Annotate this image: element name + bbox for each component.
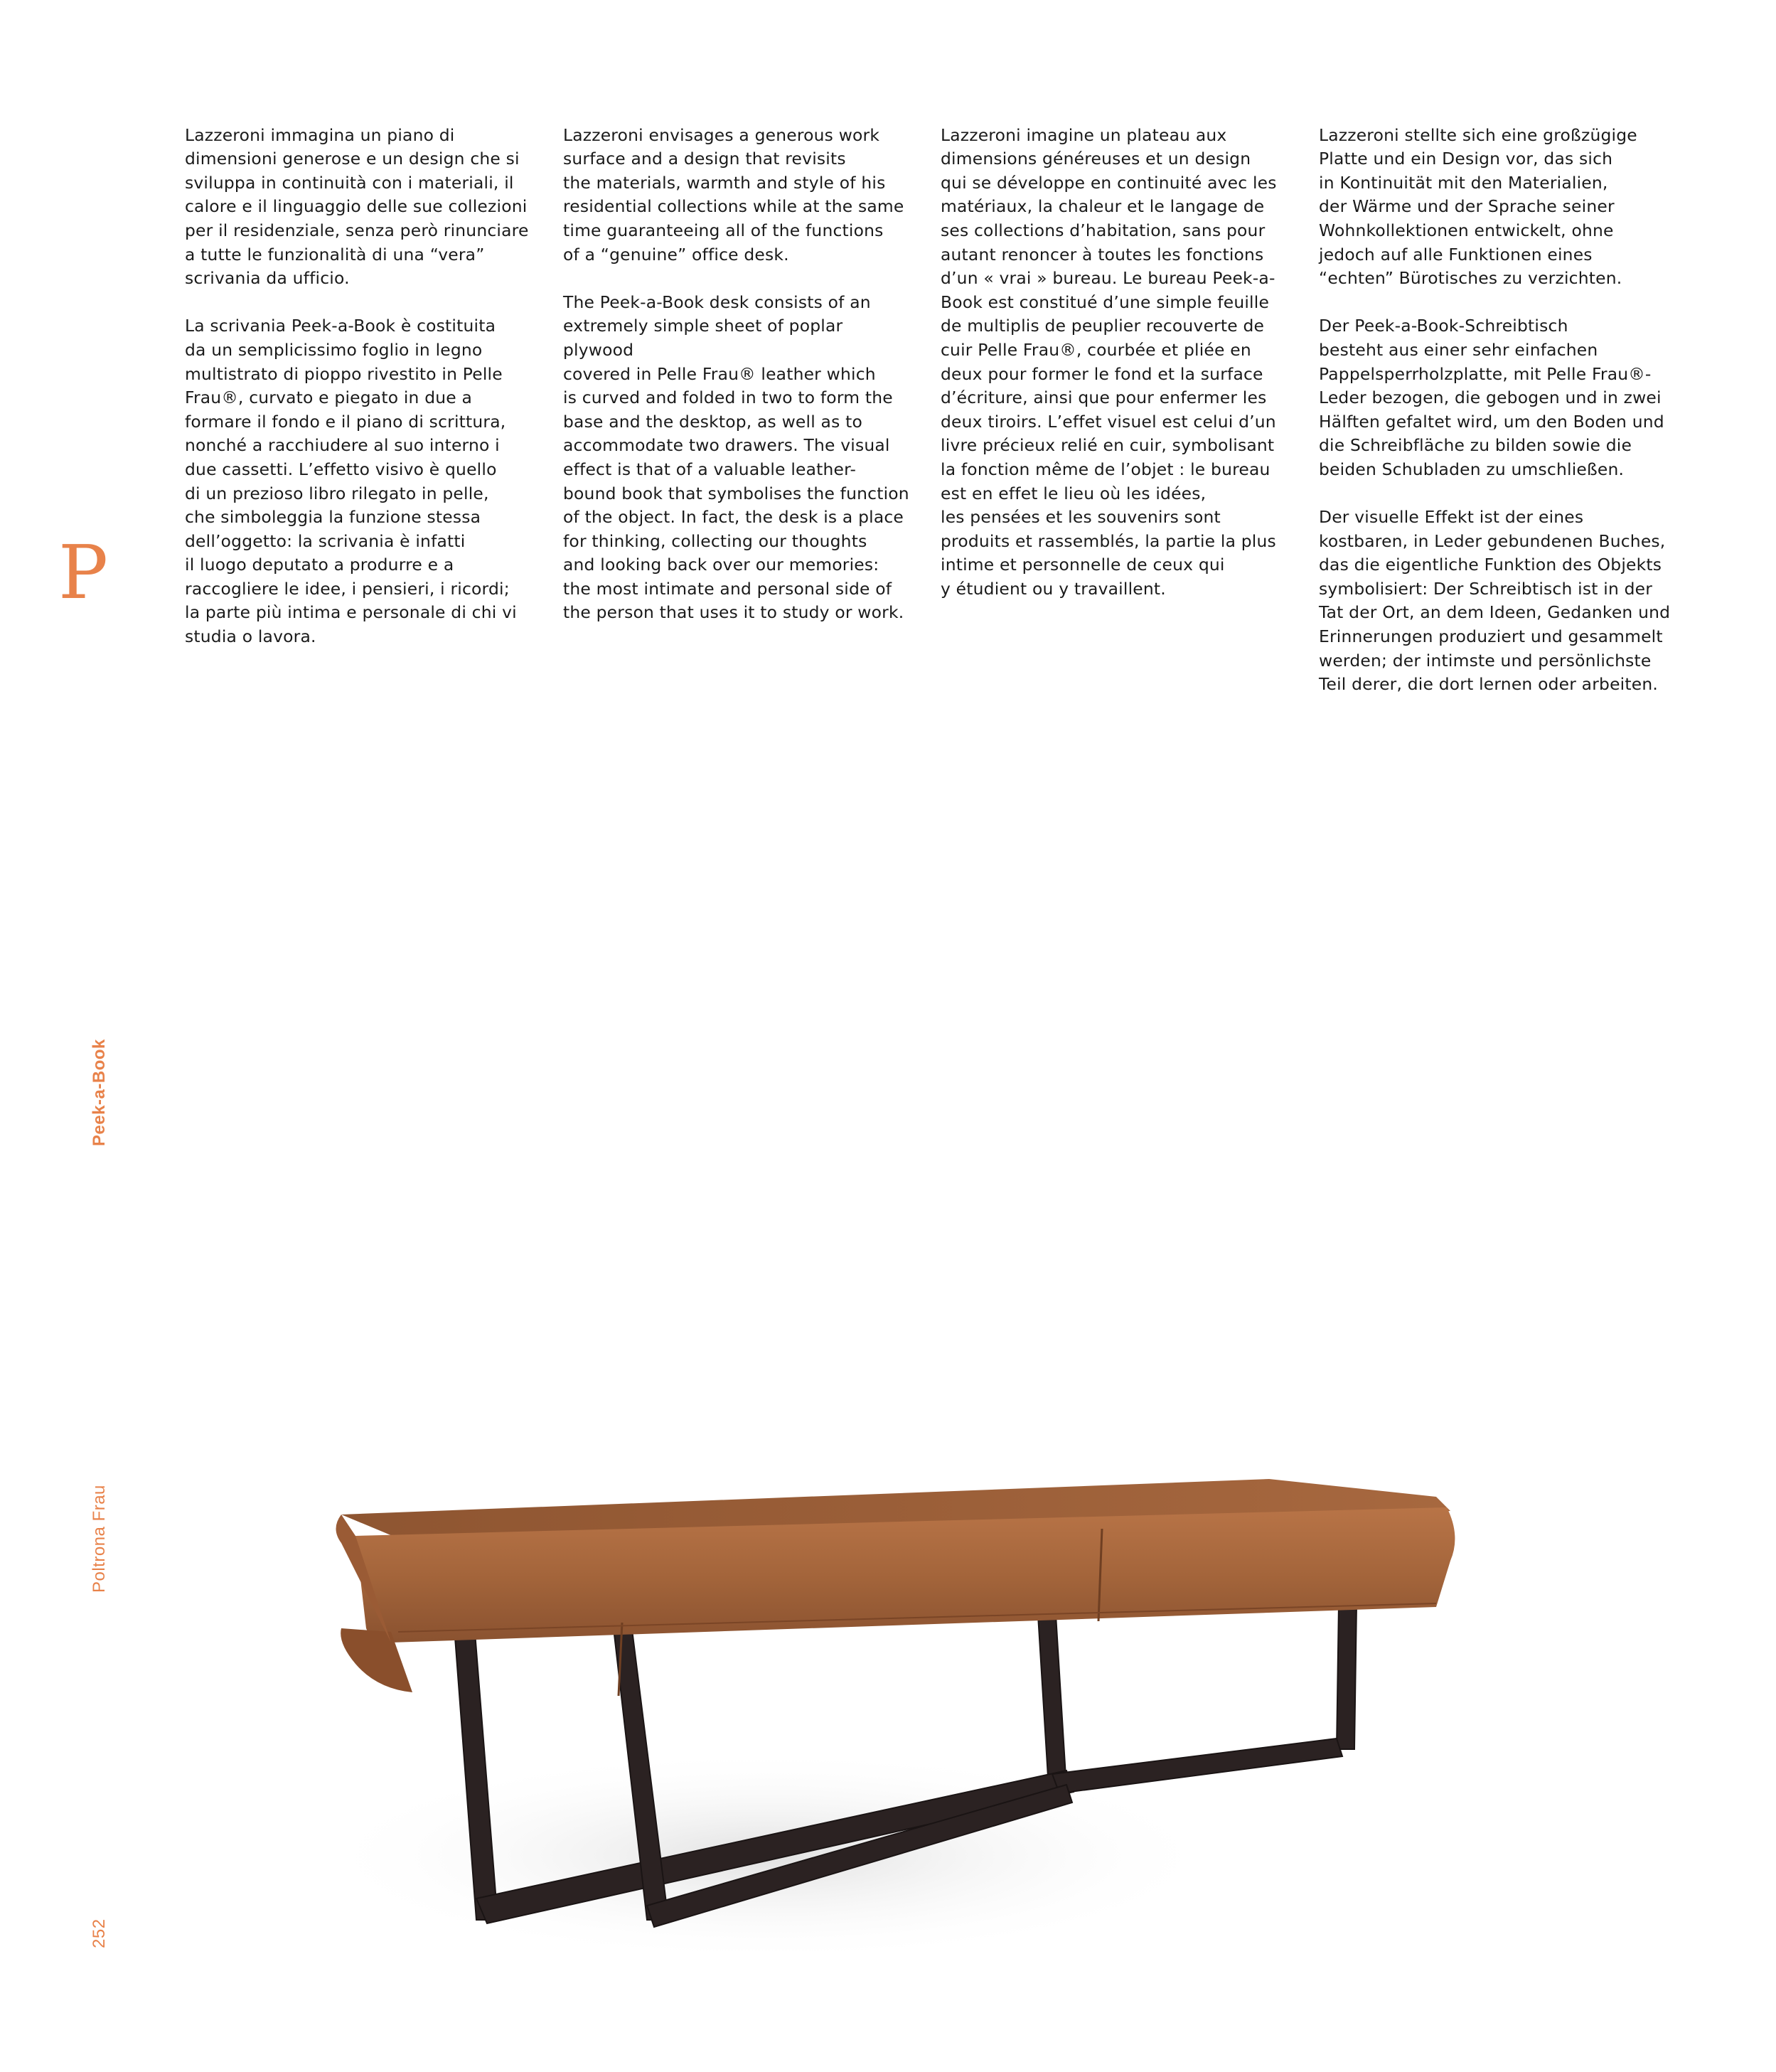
paragraph: The Peek-a-Book desk consists of an extremely simple sheet of poplar plywood covered in Pelle Frau® leather which is curved and folded in two to form the base and the desktop, as well as to accommodate two drawers. The visual effect is that of a valuable leather- bound book that symbolises the function of the object. In fact, the desk is a place for thinking, collecting our thoughts and looking back over our memories: the most intimate and personal side of the person that uses it to study or work.	[563, 292, 909, 623]
paragraph: Der visuelle Effekt ist der eines kostbaren, in Leder gebundenen Buches, das die eigentliche Funktion des Objekts symbolisiert: Der Schreibtisch ist in der Tat der Ort, an dem Ideen, Gedanken und Erinnerungen produziert und gesammelt werden; der intimste und persönlichste Teil derer, die dort lernen oder arbeiten.	[1319, 507, 1671, 695]
text-column-french	[941, 100, 1296, 625]
text-column-italian	[185, 100, 540, 673]
paragraph: Lazzeroni immagina un piano di dimensioni generose e un design che si sviluppa in continuità con i materiali, il calore e il linguaggio delle sue collezioni per il residenziale, senza però rinunciare a tutte le funzionalità di una “vera” scrivania da ufficio.	[185, 124, 529, 289]
desk-product-image	[313, 1358, 1479, 1962]
paragraph: La scrivania Peek-a-Book è costituita da un semplicissimo foglio in legno multistrato di pioppo rivestito in Pelle Frau®, curvato e piegato in due a formare il fondo e il piano di scrittura, nonché a racchiudere al suo interno i due cassetti. L’effetto visivo è quello di un prezioso libro rilegato in pelle, che simboleggia la funzione stessa dell’oggetto: la scrivania è infatti il luogo deputato a produrre e a raccogliere le idee, i pensieri, i ricordi; la parte più intima e personale di chi vi studia o lavora.	[185, 316, 517, 647]
paragraph: Lazzeroni imagine un plateau aux dimensions généreuses et un design qui se développe en continuité avec les matériaux, la chaleur et le langage de ses collections d’habitation, sans pour autant renoncer à toutes les fonctions d’un « vrai » bureau. Le bureau Peek-a- Book est constitué d’une simple feuille de multiplis de peuplier recouverte de cuir Pelle Frau®, courbée et pliée en deux pour former le fond et la surface d’écriture, ainsi que pour enfermer les deux tiroirs. L’effet visuel est celui d’un livre précieux relié en cuir, symbolisant la fonction même de l’objet : le bureau est en effet le lieu où les idées, les pensées et les souvenirs sont produits et rassemblés, la partie la plus intime et personnelle de ceux qui y étudient ou y travaillent.	[941, 124, 1277, 599]
text-column-english	[563, 100, 919, 649]
paragraph: Lazzeroni stellte sich eine großzügige Platte und ein Design vor, das sich in Kontinuität mit den Materialien, der Wärme und der Sprache seiner Wohnkollektionen entwickelt, ohne jedoch auf alle Funktionen eines “echten” Bürotisches zu verzichten.	[1319, 124, 1637, 289]
brand-name-vertical: Poltrona Frau	[90, 1485, 109, 1593]
section-letter: P	[58, 529, 108, 616]
text-column-german	[1319, 100, 1689, 720]
section-title-vertical: Peek-a-Book	[90, 1039, 109, 1146]
paragraph: Der Peek-a-Book-Schreibtisch besteht aus einer sehr einfachen Pappelsperrholzplatte, mit Pelle Frau®- Leder bezogen, die gebogen und in zwei Hälften gefaltet wird, um den Boden und die Schreibfläche zu bilden sowie die beiden Schubladen zu umschließen.	[1319, 316, 1664, 479]
paragraph: Lazzeroni envisages a generous work surface and a design that revisits the materials, warmth and style of his residential collections while at the same time guaranteeing all of the functions of a “genuine” office desk.	[563, 124, 904, 265]
page-number: 252	[90, 1918, 109, 1948]
